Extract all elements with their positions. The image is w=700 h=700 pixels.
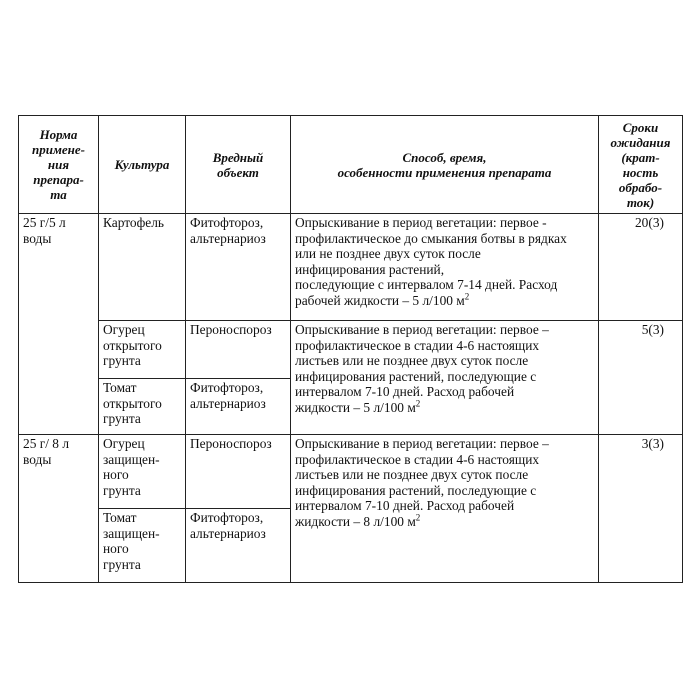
header-norm: Норма примене- ния препара- та bbox=[19, 116, 99, 214]
superscript: 2 bbox=[415, 398, 421, 409]
norm-cell: 25 г/ 8 л воды bbox=[19, 435, 99, 583]
crop-cell: Огурец открытого грунта bbox=[99, 321, 186, 379]
regulation-table bbox=[18, 115, 683, 583]
term-cell: 5(3) bbox=[599, 321, 683, 435]
pest-cell: Фитофтороз, альтернариоз bbox=[186, 509, 291, 583]
method-text: Опрыскивание в период вегетации: первое - профилактическое до смыкания ботвы в рядках или не позднее двух суток после инфицирования растений, последующие с интервалом 7-14 дней. Расход рабочей жидкости – 5 л/100 м bbox=[295, 215, 567, 308]
method-text: Опрыскивание в период вегетации: первое – профилактическое в стадии 4-6 настоящих листьев или не позднее двух суток после инфицирования растений, последующие с интервалом 7-10 дней. Расход рабочей жидкости – 8 л/100 м bbox=[295, 436, 549, 529]
table-row bbox=[19, 214, 683, 321]
superscript: 2 bbox=[464, 291, 470, 302]
header-pest: Вредный объект bbox=[186, 116, 291, 214]
term-cell: 20(3) bbox=[599, 214, 683, 321]
crop-cell: Огурец защищен- ного грунта bbox=[99, 435, 186, 509]
header-term: Сроки ожидания (крат- ность обрабо- ток) bbox=[599, 116, 683, 214]
header-crop: Культура bbox=[99, 116, 186, 214]
pest-cell: Пероноспороз bbox=[186, 435, 291, 509]
pest-cell: Фитофтороз, альтернариоз bbox=[186, 214, 291, 321]
header-method: Способ, время, особенности применения препарата bbox=[291, 116, 599, 214]
header-row bbox=[19, 116, 683, 214]
crop-cell: Картофель bbox=[99, 214, 186, 321]
method-cell bbox=[291, 214, 599, 321]
term-cell: 3(3) bbox=[599, 435, 683, 583]
table-row bbox=[19, 435, 683, 509]
crop-cell: Томат открытого грунта bbox=[99, 379, 186, 435]
method-text: Опрыскивание в период вегетации: первое – профилактическое в стадии 4-6 настоящих листьев или не позднее двух суток после инфицирования растений, последующие с интервалом 7-10 дней. Расход рабочей жидкости – 5 л/100 м bbox=[295, 322, 549, 415]
crop-cell: Томат защищен- ного грунта bbox=[99, 509, 186, 583]
norm-cell: 25 г/5 л воды bbox=[19, 214, 99, 435]
pest-cell: Фитофтороз, альтернариоз bbox=[186, 379, 291, 435]
table-row bbox=[19, 321, 683, 379]
superscript: 2 bbox=[415, 512, 421, 523]
method-cell bbox=[291, 321, 599, 435]
method-cell bbox=[291, 435, 599, 583]
pest-cell: Пероноспороз bbox=[186, 321, 291, 379]
